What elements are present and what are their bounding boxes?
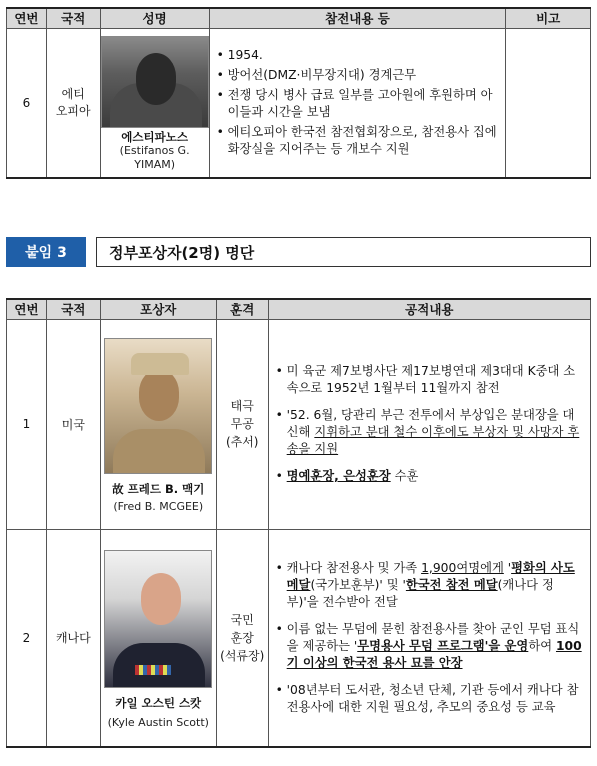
achievements-list — [275, 363, 584, 485]
award-grade: 태극 무공 (추서) — [216, 319, 268, 529]
list-item: • 전쟁 당시 병사 급료 일부를 고아원에 후원하며 아이들과 시간을 보냄 — [216, 87, 500, 121]
row-no: 2 — [7, 529, 47, 747]
veteran-photo — [101, 36, 209, 128]
list-item — [275, 407, 584, 458]
text-span: 하여 — [528, 638, 556, 653]
recipient-cell — [100, 28, 209, 178]
table-header-row — [7, 8, 591, 28]
header-nation: 국적 — [46, 299, 100, 319]
table-header-row — [7, 299, 591, 319]
text-span: 1,900여명에게 — [421, 560, 504, 575]
header-award: 훈격 — [216, 299, 268, 319]
row-nation: 미국 — [46, 319, 100, 529]
awardee-cell — [100, 529, 216, 747]
header-name: 성명 — [100, 8, 209, 28]
header-no: 연번 — [7, 299, 47, 319]
row-nation: 에티 오피아 — [46, 28, 100, 178]
row-nation: 캐나다 — [46, 529, 100, 747]
text-span: '52. 6월, 당관리 부근 전투에서 부상입은 분대장을 대신해 — [286, 408, 575, 439]
awardee-name-en: (Kyle Austin Scott) — [107, 715, 209, 729]
list-item — [275, 363, 584, 397]
text-span: 100기 이상의 한국전 용사 묘를 안장 — [286, 638, 582, 670]
text-span: '08년부터 도서관, 청소년 단체, 기관 등에서 캐나다 참전용사에 대한 지원 필요성, 추모의 중요성 등 교육 — [286, 682, 579, 714]
awardee-cell — [100, 319, 216, 529]
content-list — [216, 47, 500, 158]
content-cell — [209, 28, 506, 178]
text-span: ' — [503, 560, 512, 575]
list-item — [275, 468, 584, 485]
text-span: 지휘하고 분대 철수 이후에도 부상자 및 사망자 후송을 지원 — [286, 425, 580, 456]
text-span: (국가보훈부)' 및 ' — [310, 577, 406, 592]
awardee-name-ko: 故 프레드 B. 맥기 — [112, 482, 205, 496]
achievements-cell — [268, 319, 590, 529]
list-item — [275, 560, 584, 611]
list-item — [275, 621, 584, 672]
list-item: • 1954. — [216, 47, 500, 64]
text-span: 한국전 참전 메달 — [405, 577, 498, 592]
awardee-photo — [104, 550, 212, 688]
achievements-list — [275, 560, 584, 716]
table-row — [7, 28, 591, 178]
section-title: 정부포상자(2명) 명단 — [96, 237, 591, 267]
awardee-name-en: (Fred B. MCGEE) — [113, 500, 204, 513]
header-achievements: 공적내용 — [268, 299, 590, 319]
row-no: 1 — [7, 319, 47, 529]
awardee-photo — [104, 338, 212, 474]
list-item — [275, 682, 584, 716]
table-row — [7, 529, 591, 747]
section-header — [6, 237, 591, 267]
achievements-cell — [268, 529, 590, 747]
awardee-name-ko: 카일 오스틴 스캇 — [115, 695, 202, 710]
row-no: 6 — [7, 28, 47, 178]
text-span: 평화의 사도메달 — [286, 560, 575, 592]
veterans-table — [6, 7, 591, 179]
text-span: 이름 없는 무덤에 묻힌 참전용사를 찾아 군인 무덤 표식을 제공하는 ' — [286, 621, 580, 653]
text-span: 수훈 — [390, 469, 419, 483]
list-item: • 에티오피아 한국전 참전협회장으로, 참전용사 집에 화장실을 지어주는 등 개보수 지원 — [216, 124, 500, 158]
header-note: 비고 — [506, 8, 591, 28]
award-grade: 국민 훈장 (석류장) — [216, 529, 268, 747]
note-cell — [506, 28, 591, 178]
awardees-table — [6, 298, 591, 748]
text-span: 무명용사 무덤 프로그램'을 운영 — [357, 638, 529, 653]
header-nation: 국적 — [46, 8, 100, 28]
recipient-name-ko: 에스티파노스 — [121, 129, 188, 144]
text-span: 캐나다 참전용사 및 가족 — [286, 560, 422, 575]
header-content: 참전내용 등 — [209, 8, 506, 28]
table-row — [7, 319, 591, 529]
header-awardee: 포상자 — [100, 299, 216, 319]
text-span: (캐나다 정부)'을 전수받아 전달 — [286, 577, 554, 609]
attachment-badge: 붙임 3 — [6, 237, 86, 267]
text-span: 미 육군 제7보병사단 제17보병연대 제3대대 K중대 소속으로 1952년 1월부터 11월까지 참전 — [286, 364, 576, 395]
list-item: • 방어선(DMZ·비무장지대) 경계근무 — [216, 67, 500, 84]
text-span: 명예훈장, 은성훈장 — [286, 469, 391, 483]
header-no: 연번 — [7, 8, 47, 28]
recipient-name-en: (Estifanos G. YIMAM) — [119, 143, 190, 171]
